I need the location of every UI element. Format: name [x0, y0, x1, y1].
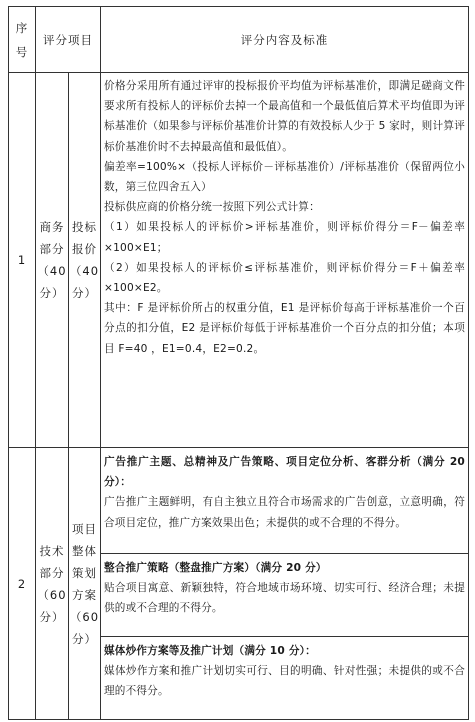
row1-category [36, 73, 68, 447]
row1-seq: 1 [17, 253, 27, 267]
header-seq-line1: 序 [15, 20, 29, 35]
row1-subitem-line: 报价 [72, 242, 97, 256]
criteria-paragraph: （2）如果投标人的评标价≤评标基准价，则评标价得分＝F＋偏差率×100×E2。 [104, 261, 465, 295]
criteria-paragraph: 价格分采用所有通过评审的投标报价平均值为评标基准价，即满足磋商文件要求所有投标人的评标价去掉一个最高值和一个最低值后算术平均值即为评标基准价（如果参与评标价基准价计算的有效投标人少于 5 家时，则计算评标价基准价时不去掉最高值和最低值）。 [104, 80, 465, 153]
row2-seq: 2 [17, 576, 27, 591]
row1-subitem-line: 投标 [72, 220, 97, 234]
section-title: 整合推广策略（整盘推广方案）（满分 20 分） [104, 562, 327, 574]
row2-category [36, 448, 68, 719]
row2-section-3 [104, 641, 465, 718]
row1-category-line: 商务 [39, 220, 65, 234]
row2-subitem [69, 448, 100, 719]
section-title: 媒体炒作方案等及推广计划（满分 10 分）： [104, 645, 316, 657]
row1-subitem-line: （40 [69, 264, 100, 278]
criteria-paragraph: 投标供应商的价格分统一按照下列公式计算： [104, 201, 320, 214]
header-criteria: 评分内容及标准 [240, 32, 329, 47]
section-text: 贴合项目寓意、新颖独特，符合地域市场环境、切实可行、经济合理；未提供的或不合理的不得分。 [104, 582, 465, 615]
criteria-paragraph: （1）如果投标人的评标价>评标基准价，则评标价得分＝F－偏差率×100×E1； [104, 221, 465, 254]
section-text: 广告推广主题鲜明，有自主独立且符合市场需求的广告创意，立意明确，符合项目定位，推广方案效果出色；未提供的或不合理的不得分。 [104, 496, 465, 529]
row2-subitem-line: 方案 [72, 587, 97, 602]
row2-category-line: 部分 [39, 565, 65, 580]
row2-subitem-line: 整体 [72, 543, 97, 558]
row2-subitem-line: （60 [69, 609, 100, 624]
row1-criteria [104, 76, 465, 446]
row2-section-2 [104, 558, 465, 635]
row2-category-line: （60 [37, 587, 67, 602]
row1-category-line: 部分 [39, 242, 65, 256]
criteria-paragraph: 偏差率=100%×（投标人评标价－评标基准价）/评标基准价（保留两位小数，第三位四舍五入） [104, 160, 465, 194]
row2-subitem-line: 分） [72, 631, 97, 646]
row2-section-1 [104, 452, 465, 552]
criteria-paragraph: 其中：F 是评标价所占的权重分值，E1 是评标价每高于评标基准价一个百分点的扣分值，E2 是评标价每低于评标基准价一个百分点的扣分值；本项目 F=40 ，E1=0.4，E2=0.2。 [104, 302, 465, 355]
row1-subitem-line: 分） [72, 286, 97, 300]
row2-subitem-line: 项目 [72, 521, 97, 536]
header-item: 评分项目 [43, 32, 93, 47]
header-seq [9, 7, 35, 72]
row2-category-line: 分） [39, 609, 65, 624]
header-seq-line2: 号 [15, 44, 29, 59]
row1-category-line: （40 [37, 264, 67, 278]
row1-category-line: 分） [39, 286, 65, 300]
section-title: 广告推广主题、总精神及广告策略、项目定位分析、客群分析（满分 20 分）： [104, 456, 465, 489]
row2-subitem-line: 策划 [72, 565, 97, 580]
row2-category-line: 技术 [39, 543, 65, 558]
row1-subitem [69, 73, 100, 447]
section-text: 媒体炒作方案和推广计划切实可行、目的明确、针对性强；未提供的或不合理的不得分。 [104, 665, 465, 698]
